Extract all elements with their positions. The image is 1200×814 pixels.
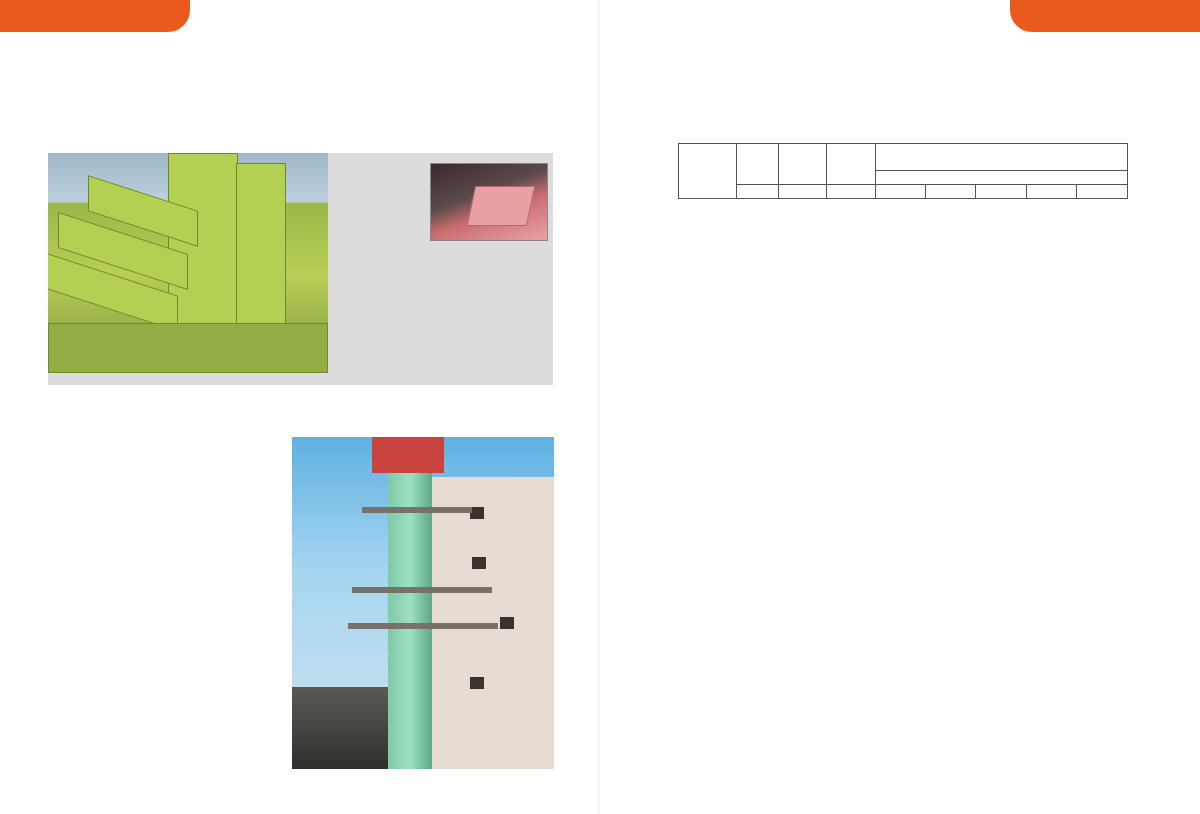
- photo-shape: [236, 163, 286, 343]
- photo-shape: [362, 507, 472, 513]
- nse-unit-speed: [827, 185, 875, 199]
- nse-unit-bucket: [778, 185, 826, 199]
- tower-photo: [292, 437, 554, 769]
- nse-unit-capacity: [736, 185, 778, 199]
- nse-header-bucket: [778, 144, 826, 185]
- nse-header-capacity: [736, 144, 778, 185]
- photo-shape: [472, 557, 486, 569]
- photo-shape: [388, 445, 432, 769]
- watermark: [600, 0, 1200, 814]
- nse-percent-col: [1077, 185, 1128, 199]
- products-tab: [1010, 0, 1200, 32]
- nse-spec-table: [678, 143, 1128, 199]
- ne-table-head: [678, 506, 1128, 540]
- photo-shape: [500, 617, 514, 629]
- nse-percent-col: [926, 185, 976, 199]
- nse-header-lump: [875, 144, 1127, 171]
- photo-shape: [467, 186, 536, 226]
- nse-header-speed: [827, 144, 875, 185]
- right-page: [600, 0, 1200, 814]
- chain-photo: [430, 163, 548, 241]
- photo-shape: [372, 437, 444, 473]
- photo-shape: [470, 677, 484, 689]
- photo-shape: [352, 587, 492, 593]
- photo-shape: [48, 323, 328, 373]
- elevator-photo: [48, 153, 328, 373]
- nse-percent-col: [1026, 185, 1076, 199]
- photo-shape: [348, 623, 498, 629]
- ne-spec-table: [678, 506, 1128, 540]
- photo-shape: [470, 507, 484, 519]
- brand-tab: [0, 0, 190, 32]
- nse-percent-col: [875, 185, 925, 199]
- nse-percent-col: [976, 185, 1026, 199]
- photo-shape: [292, 687, 392, 769]
- nse-header-percent: [875, 171, 1127, 185]
- nse-header-model: [679, 144, 737, 199]
